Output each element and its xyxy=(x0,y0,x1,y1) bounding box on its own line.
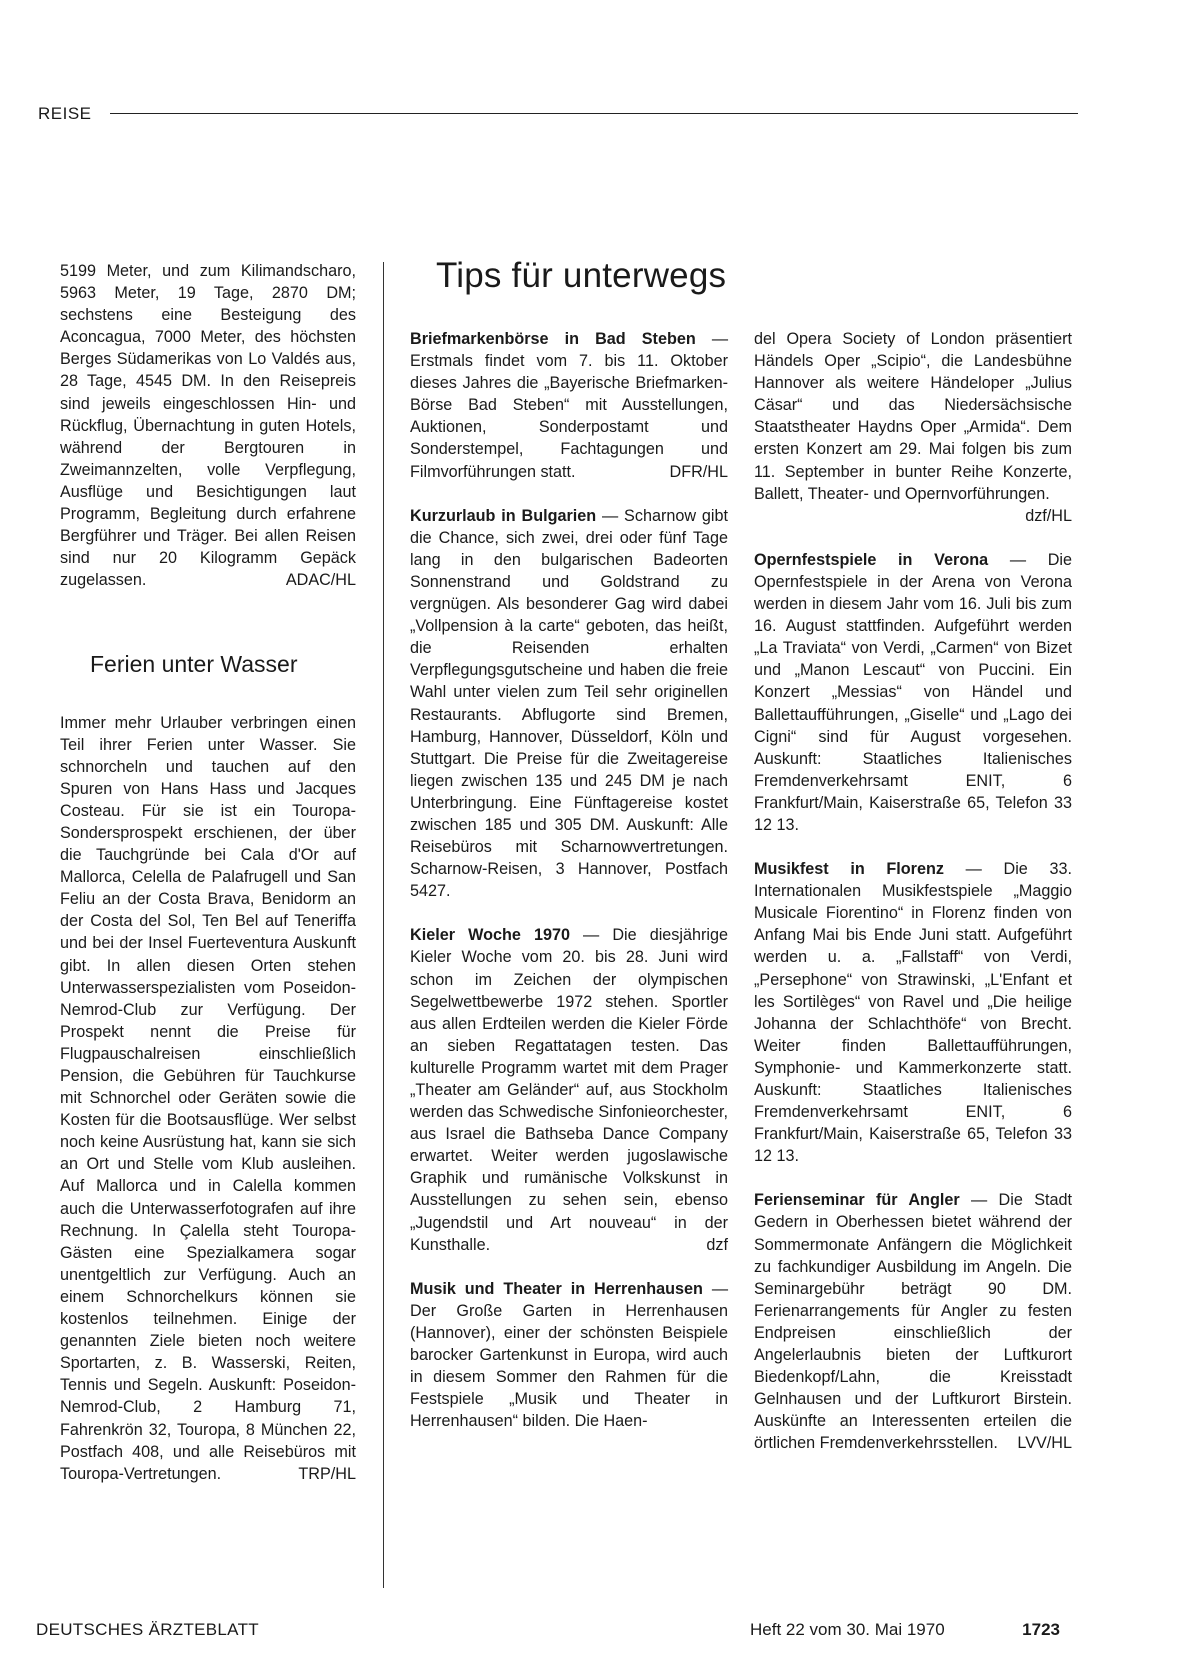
tip-item-continued xyxy=(754,328,1072,527)
tip-body: del Opera Society of London präsentiert Händels Oper „Scipio“, die Landesbühne Hannover als weitere Händeloper „Julius Cäsar“ und das Niedersächsische Staatstheater Haydns Oper „Armida“. Dem ersten Konzert am 29. Mai folgen bis zum 11. September in bunter Reihe Konzerte, Ballett, Theater- und Opernvorführungen. xyxy=(754,330,1072,503)
continued-signature: ADAC/HL xyxy=(285,571,356,590)
tip-heading: Musikfest in Florenz xyxy=(754,860,944,879)
tip-item xyxy=(754,1189,1072,1454)
tip-heading: Kieler Woche 1970 xyxy=(410,926,570,945)
section-label: REISE xyxy=(38,104,92,123)
tip-item xyxy=(410,1278,728,1433)
tip-body: — Die Opernfestspiele in der Arena von Verona werden in diesem Jahr vom 16. Juli bis zum 16. August stattfinden. Aufgeführt werden „La Traviata“ von Verdi, „Carmen“ von Bizet und „Manon Lescaut“ von Puccini. Ein Konzert „Messias“ von Händel und Ballettaufführungen, „Giselle“ und „Lago dei Cigni“ sind für August vorgesehen. Auskunft: Staatliches Italienisches Fremdenverkehrsamt ENIT, 6 Frankfurt/Main, Kaiserstraße 65, Telefon 33 12 13. xyxy=(754,550,1072,834)
column-right xyxy=(754,328,1072,1477)
article-ferien-unter-wasser xyxy=(60,712,356,1485)
tip-body: — Erstmals findet vom 7. bis 11. Oktober dieses Jahres die „Bayerische Briefmarken-Börse Bad Steben“ mit Ausstellungen, Auktionen, Sonderpostamt und Sonderstempel, Fachtagungen und Filmvorführungen statt. xyxy=(410,330,729,481)
page-footer xyxy=(36,1620,1076,1642)
page-number: 1723 xyxy=(1022,1620,1060,1639)
article-text: Immer mehr Urlauber verbringen einen Teil ihrer Ferien unter Wasser. Sie schnorcheln und tauchen auf den Spuren von Hans Hass und Jacques Costeau. Für sie ist ein Touropa-Sondersprospekt erschienen, der über die Tauchgründe bei Cala d'Or auf Mallorca, Celella de Palafrugell und San Feliu an der Costa Brava, Benidorm an der Costa del Sol, Ten Bel auf Teneriffa und bei der Insel Fuerteventura Auskunft gibt. In allen diesen Orten stehen Unterwasserspezialisten vom Poseidon-Nemrod-Club zur Verfügung. Der Prospekt nennt die Preise für Flugpauschalreisen einschließlich Pension, die Gebühren für Tauchkurse mit Schnorchel oder Geräten sowie die Kosten für die Bootsausflüge. Wer selbst noch keine Ausrüstung hat, kann sie sich an Ort und Stelle vom Klub ausleihen. Auf Mallorca und in Calella kommen auch die Unterwasserfotografen auf ihre Rechnung. In Çalella steht Touropa-Gästen eine Spezialkamera sogar unentgeltlich zur Verfügung. Auch an einem Schnorchelkurs können sie kostenlos teilnehmen. Einige der genannten Ziele bieten noch weitere Sportarten, z. B. Wasserski, Reiten, Tennis und Segeln. Auskunft: Poseidon-Nemrod-Club, 2 Hamburg 71, Fahrenkrön 32, Touropa, 8 München 22, Postfach 408, und alle Reisebüros mit Touropa-Vertretungen. xyxy=(60,713,356,1483)
tip-item xyxy=(410,924,728,1255)
tip-item xyxy=(754,858,1072,1167)
column-middle xyxy=(410,328,728,1454)
tip-body: — Der Große Garten in Herrenhausen (Hannover), einer der schönsten Beispiele barocker Gartenkunst in Europa, wird auch in diesem Sommer den Rahmen für die Festspiele „Musik und Theater in Herrenhausen“ bilden. Die Haen- xyxy=(410,1279,729,1431)
tip-body: — Die diesjährige Kieler Woche vom 20. bis 28. Juni wird schon im Zeichen der olympischen Segelwettbewerbe 1972 stehen. Sportler aus allen Erdteilen werden die Kieler Förde an sieben Regattatagen testen. Das kulturelle Programm wartet mit dem Prager „Theater am Geländer“ auf, aus Stockholm werden das Schwedische Sinfonieorchester, aus Israel die Bathseba Dance Company erwartet. Weiter werden jugoslawische Graphik und rumänische Volkskunst in Ausstellungen zu sehen sein, ebenso „Jugendstil und Art nouveau“ in der Kunsthalle. xyxy=(410,926,728,1254)
tip-item xyxy=(754,549,1072,836)
tip-body: — Die Stadt Gedern in Oberhessen bietet während der Sommermonate Anfängern die Möglichkeit zu fachkundiger Ausbildung im Angeln. Die Seminargebühr beträgt 90 DM. Ferienarrangements für Angler zu festen Endpreisen einschließlich der Angelerlaubnis bieten der Luftkurort Biedenkopf/Lahn, die Kreisstadt Gelnhausen und der Luftkurort Birstein. Auskünfte an Interessenten erteilen die örtlichen Fremdenverkehrsstellen. xyxy=(754,1191,1072,1453)
column-left xyxy=(60,260,356,1507)
tip-signature: dzf/HL xyxy=(1025,506,1072,525)
tip-heading: Briefmarkenbörse in Bad Steben xyxy=(410,330,696,348)
article-subtitle: Ferien unter Wasser xyxy=(90,651,298,678)
tip-heading: Ferienseminar für Angler xyxy=(754,1191,960,1210)
header-rule xyxy=(110,113,1078,114)
tip-heading: Musik und Theater in Herrenhausen xyxy=(410,1279,703,1298)
tip-item xyxy=(410,505,728,903)
article-signature: TRP/HL xyxy=(298,1464,356,1483)
tip-body: — Scharnow gibt die Chance, sich zwei, drei oder fünf Tage lang in den bulgarischen Badeorten Sonnenstrand und Goldstrand zu vergnügen. Als besonderer Gag wird dabei „Vollpension à la carte“ geboten, das heißt, die Reisenden erhalten Verpflegungsgutscheine und haben die freie Wahl unter vielen zum Teil sehr originellen Restaurants. Abflugorte sind Bremen, Hamburg, Hannover, Düsseldorf, Köln und Stuttgart. Die Preise für die Zweitagereise liegen zwischen 135 und 245 DM je nach Unterbringung. Eine Fünftagereise kostet zwischen 185 und 305 DM. Auskunft: Alle Reisebüros mit Scharnowvertretungen. Scharnow-Reisen, 3 Hannover, Postfach 5427. xyxy=(410,506,728,901)
publication-name: DEUTSCHES ÄRZTEBLATT xyxy=(36,1620,259,1639)
main-title: Tips für unterwegs xyxy=(436,256,727,295)
tip-signature: LVV/HL xyxy=(1017,1434,1072,1453)
tip-body: — Die 33. Internationalen Musikfestspiele „Maggio Musicale Fiorentino“ in Florenz finden von Anfang Mai bis Ende Juni statt. Aufgeführt werden u. a. „Fallstaff“ von Verdi, „Persephone“ von Strawinski, „L'Enfant et les Sortilèges“ von Ravel und „Die heilige Johanna der Schlachthöfe“ von Brecht. Weiter finden Ballettaufführungen, Symphonie- und Kammerkonzerte statt. Auskunft: Staatliches Italienisches Fremdenverkehrsamt ENIT, 6 Frankfurt/Main, Kaiserstraße 65, Telefon 33 12 13. xyxy=(754,860,1072,1166)
issue-info: Heft 22 vom 30. Mai 1970 xyxy=(750,1620,945,1639)
tip-heading: Opernfestspiele in Verona xyxy=(754,550,989,569)
tip-item xyxy=(410,328,728,483)
column-divider xyxy=(383,262,384,1588)
continued-text: 5199 Meter, und zum Kilimandscharo, 5963 Meter, 19 Tage, 2870 DM; sechstens eine Besteigung des Aconcagua, 7000 Meter, des höchsten Berges Südamerikas von Lo Valdés aus, 28 Tage, 4545 DM. In den Reisepreis sind jeweils eingeschlossen Hin- und Rückflug, Übernachtung in guten Hotels, während der Bergtouren in Zweimannzelten, volle Verpflegung, Ausflüge und Besichtigungen laut Programm, Begleitung durch erfahrene Bergführer und Träger. Bei allen Reisen sind nur 20 Kilogramm Gepäck zugelassen. xyxy=(60,262,356,590)
page-header xyxy=(38,104,1078,124)
tip-signature: DFR/HL xyxy=(669,462,728,481)
tip-signature: dzf xyxy=(706,1235,728,1254)
tip-heading: Kurzurlaub in Bulgarien xyxy=(410,506,597,525)
continued-article xyxy=(60,260,356,591)
